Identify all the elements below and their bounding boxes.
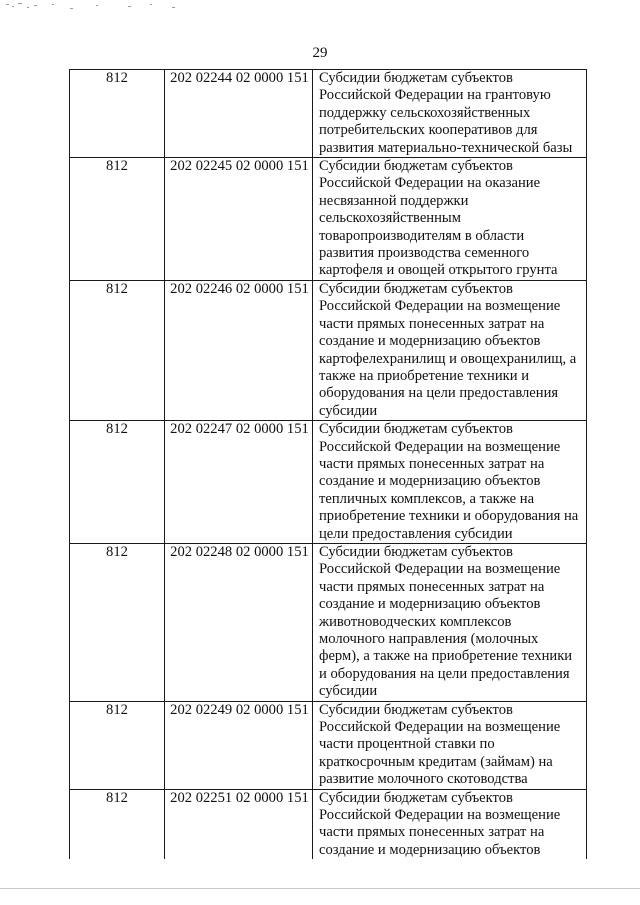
revenue-name-cell [313,158,587,281]
revenue-name-line: цели предоставления субсидии [319,525,513,542]
admin-code-cell: 812 [70,70,165,158]
revenue-name-line: Субсидии бюджетам субъектов [319,789,513,806]
revenue-name-line: Субсидии бюджетам субъектов [319,421,513,438]
scan-artifact [0,0,200,14]
revenue-name-line: сельскохозяйственным [319,210,461,227]
admin-code-cell: 812 [70,158,165,281]
budget-code-cell: 202 02244 02 0000 151 [165,70,313,158]
revenue-name-line: картофеля и овощей открытого грунта [319,262,558,279]
revenue-name-line: картофелехранилищ и овощехранилищ, а [319,350,577,367]
revenue-name-line: товаропроизводителям в области [319,227,525,244]
budget-code-cell: 202 02245 02 0000 151 [165,158,313,281]
revenue-name-line: тепличных комплексов, а также на [319,490,535,507]
table-row [70,70,587,158]
revenue-name-line: молочного направления (молочных [319,631,539,647]
table-row [70,280,587,420]
revenue-name-line: несвязанной поддержки [319,192,469,209]
revenue-name-line: создание и модернизацию объектов [319,473,541,490]
revenue-name-line: создание и модернизацию объектов [319,333,541,350]
revenue-name-line: Российской Федерации на возмещение [319,719,561,736]
revenue-name-line: части прямых понесенных затрат на [319,824,545,841]
revenue-name-cell [313,421,587,544]
revenue-name-line: ферм), а также на приобретение техники [319,648,573,665]
revenue-name-line: приобретение техники и оборудования на [319,508,579,525]
revenue-name-line: создание и модернизацию объектов [319,841,541,858]
revenue-name-line: создание и модернизацию объектов [319,596,541,613]
table-row [70,421,587,544]
revenue-name-line: развитие молочного скотоводства [319,771,528,788]
table-body [70,70,587,860]
revenue-name-line: оборудования на цели предоставления [319,385,559,402]
table-row [70,158,587,281]
revenue-name-line: Российской Федерации на возмещение [319,807,561,824]
budget-code-cell: 202 02251 02 0000 151 [165,789,313,859]
table-row [70,543,587,701]
revenue-name-line: части прямых понесенных затрат на [319,578,545,595]
revenue-name-line: развития материально-технической базы [319,139,573,156]
revenue-name-line: поддержку сельскохозяйственных [319,104,531,121]
revenue-name-line: Российской Федерации на возмещение [319,438,561,455]
revenue-name-line: Российской Федерации на грантовую [319,87,551,104]
revenue-name-line: Российской Федерации на оказание [319,175,541,192]
revenue-name-line: части прямых понесенных затрат на [319,455,545,472]
revenue-name-line: также на приобретение техники и [319,367,530,384]
revenue-name-line: субсидии [319,683,378,700]
revenue-name-cell [313,70,587,158]
admin-code-cell: 812 [70,421,165,544]
revenue-name-line: животноводческих комплексов [319,613,512,630]
revenue-name-line: потребительских кооперативов для [319,122,538,139]
revenue-name-cell [313,280,587,420]
revenue-name-line: развития производства семенного [319,245,530,262]
revenue-name-line: краткосрочным кредитам (займам) на [319,753,553,770]
revenue-name-line: части процентной ставки по [319,736,495,753]
revenue-name-line: субсидии [319,402,378,419]
revenue-name-cell [313,543,587,701]
revenue-name-line: Субсидии бюджетам субъектов [319,158,513,175]
revenue-name-line: Субсидии бюджетам субъектов [319,701,513,718]
page-bottom-edge [0,888,640,889]
admin-code-cell: 812 [70,280,165,420]
revenue-name-line: Субсидии бюджетам субъектов [319,70,513,86]
table-row [70,789,587,859]
budget-classification-table [69,69,587,859]
page-number: 29 [312,45,328,61]
table-row [70,701,587,789]
revenue-name-line: Российской Федерации на возмещение [319,561,561,578]
budget-code-cell: 202 02246 02 0000 151 [165,280,313,420]
revenue-name-cell [313,701,587,789]
revenue-name-line: Субсидии бюджетам субъектов [319,280,513,297]
admin-code-cell: 812 [70,789,165,859]
revenue-name-line: части прямых понесенных затрат на [319,315,545,332]
revenue-name-cell [313,789,587,859]
budget-code-cell: 202 02248 02 0000 151 [165,543,313,701]
revenue-name-line: Российской Федерации на возмещение [319,298,561,315]
budget-code-cell: 202 02249 02 0000 151 [165,701,313,789]
budget-code-cell: 202 02247 02 0000 151 [165,421,313,544]
admin-code-cell: 812 [70,701,165,789]
admin-code-cell: 812 [70,543,165,701]
revenue-name-line: и оборудования на цели предоставления [319,665,570,682]
revenue-name-line: Субсидии бюджетам субъектов [319,543,513,560]
